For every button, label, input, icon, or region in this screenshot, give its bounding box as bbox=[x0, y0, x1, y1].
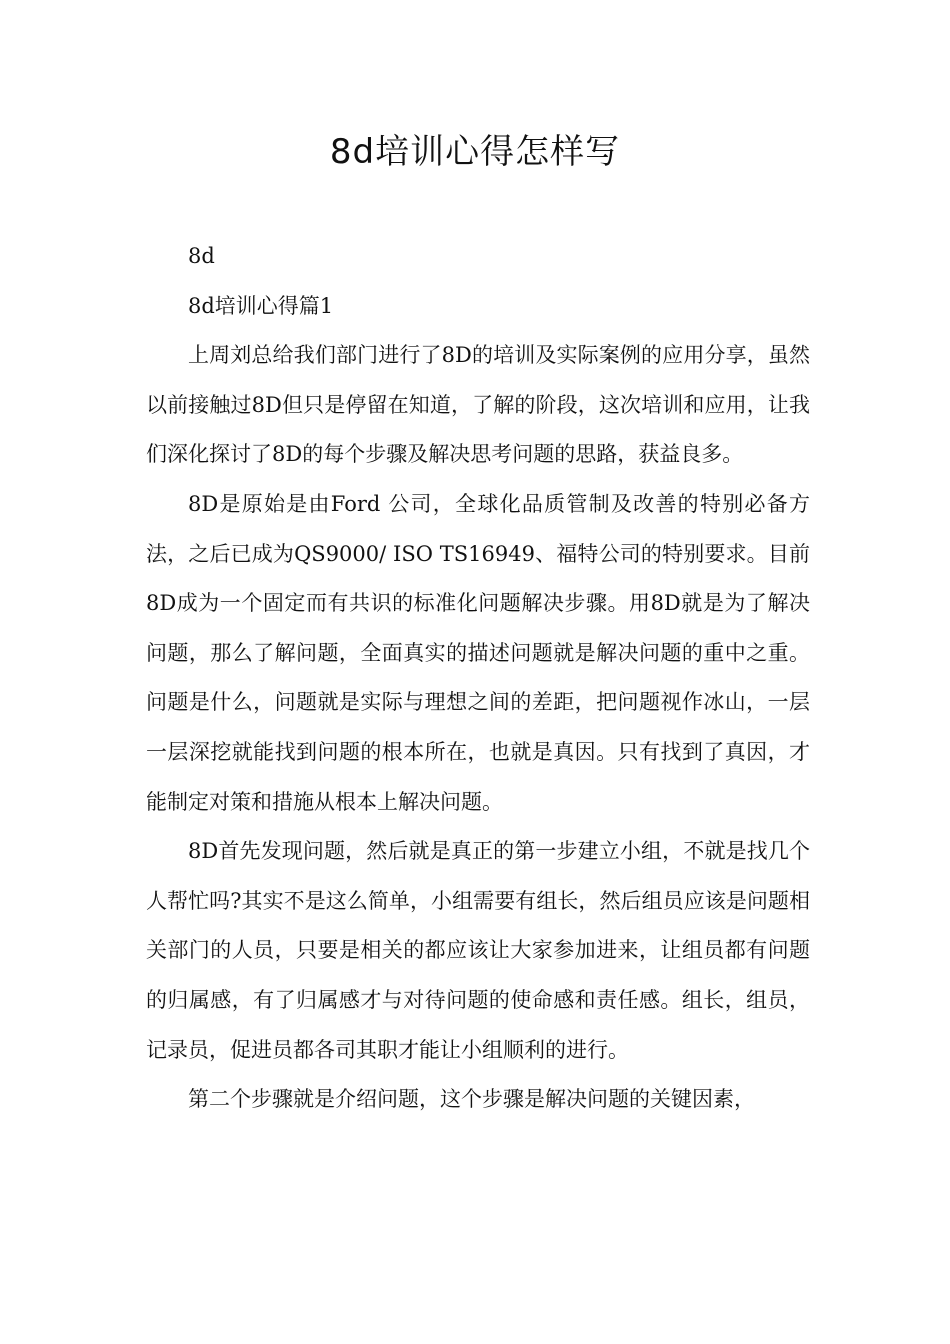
paragraph-section-title: 8d培训心得篇1 bbox=[188, 293, 334, 318]
document-body bbox=[146, 232, 810, 1125]
paragraph: 8D首先发现问题，然后就是真正的第一步建立小组，不就是找几个人帮忙吗?其实不是这么简单，小组需要有组长，然后组员应该是问题相关部门的人员，只要是相关的都应该让大家参加进来，让组员都有问题的归属感，有了归属感才与对待问题的使命感和责任感。组长，组员，记录员，促进员都各司其职才能让小组顺利的进行。 bbox=[146, 839, 810, 1062]
paragraph: 8D是原始是由Ford 公司，全球化品质管制及改善的特别必备方法，之后已成为QS9000/ ISO TS16949、福特公司的特别要求。目前8D成为一个固定而有共识的标准化问题解决步骤。用8D就是为了解决问题，那么了解问题，全面真实的描述问题就是解决问题的重中之重。问题是什么，问题就是实际与理想之间的差距，把问题视作冰山，一层一层深挖就能找到问题的根本所在，也就是真因。只有找到了真因，才能制定对策和措施从根本上解决问题。 bbox=[146, 491, 810, 814]
paragraph-heading-8d: 8d bbox=[188, 244, 215, 268]
paragraph: 上周刘总给我们部门进行了8D的培训及实际案例的应用分享，虽然以前接触过8D但只是停留在知道，了解的阶段，这次培训和应用，让我们深化探讨了8D的每个步骤及解决思考问题的思路，获益良多。 bbox=[146, 343, 810, 467]
paragraph: 第二个步骤就是介绍问题，这个步骤是解决问题的关键因素， bbox=[188, 1087, 755, 1112]
document-title: 8d培训心得怎样写 bbox=[329, 132, 621, 172]
